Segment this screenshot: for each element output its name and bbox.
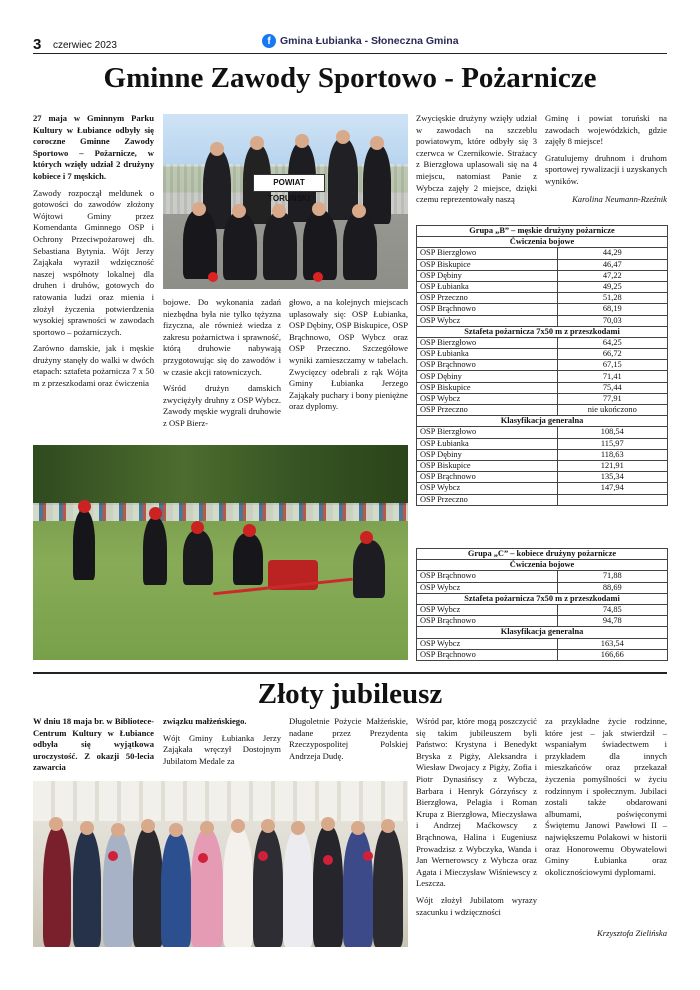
team-name: OSP Dębiny bbox=[417, 371, 558, 382]
article2-col4 bbox=[416, 716, 537, 923]
article1-col2a: bojowe. Do wykonania zadań niezbędna była nie tylko tężyzna fizyczna, ale również wiedza z zakresu pożarnictwa i sprawność, którą druhowie nabywają przygotowując się do zawodów i w czasie akcji ratowniczych. bbox=[163, 297, 281, 377]
team-result: nie ukończono bbox=[557, 405, 667, 416]
article2-col5-text: za przykładne życie rodzinne, które jest – jak stwierdził – wspaniałym świadectwem i przykładem dla innych mieszkańców oraz przekazał życzenia pomyślności w życiu rodzinnym i społecznym. Jubilaci zostali także obdarowani albumami, poświęconymi Świętemu Janowi Pawłowi II – największemu Polakowi w historii oraz Honorowemu Obywatelowi Gminy Łubianka oraz okolicznościowymi dyplomami. bbox=[545, 716, 667, 877]
table-b-title: Grupa „B” – męskie drużyny pożarnicze bbox=[417, 226, 668, 237]
table-row bbox=[417, 472, 668, 483]
team-result: 71,88 bbox=[557, 571, 667, 582]
table-row bbox=[417, 460, 668, 471]
table-c-title: Grupa „C” – kobiece drużyny pożarnicze bbox=[417, 549, 668, 560]
article2-col2 bbox=[163, 716, 281, 772]
article1-col4-text: Zwycięskie drużyny wzięły udział w zawodach na szczeblu powiatowym, które odbyły się 3 czerwca w Czernikowie. Strażacy z Bierzgłowa uplasowali się na 4 miejscu, natomiast Panie z Wybcza zajęły 2 miejsce, dzięki czemu reprezentowały naszą bbox=[416, 113, 537, 205]
table-c bbox=[416, 548, 668, 661]
team-result: 51,28 bbox=[557, 293, 667, 304]
table-row bbox=[417, 360, 668, 371]
team-result: 115,97 bbox=[557, 438, 667, 449]
team-result: 71,41 bbox=[557, 371, 667, 382]
team-name: OSP Przeczno bbox=[417, 494, 558, 505]
article2-author: Krzysztofa Zielińska bbox=[597, 928, 667, 938]
header-rule bbox=[33, 53, 667, 54]
team-result: 67,15 bbox=[557, 360, 667, 371]
team-name: OSP Biskupice bbox=[417, 259, 558, 270]
team-result: 74,85 bbox=[557, 604, 667, 615]
results-table-c bbox=[416, 548, 668, 661]
table-row bbox=[417, 337, 668, 348]
article1-col3-text: głowo, a na kolejnych miejscach uplasowały się: OSP Łubianka, OSP Dębiny, OSP Biskupice, OSP Brąchnowo, OSP Wybcz oraz OSP Przeczno. Szczegółowe wyniki zamieszczamy w tabelach. Zwycięzcy odebrali z rąk Wójta Gminy Łubianka Jerzego Zająkały puchary i bony pieniężne oraz dyplomy. bbox=[289, 297, 408, 412]
brand bbox=[262, 34, 459, 48]
tableC-section-header: Klasyfikacja generalna bbox=[417, 627, 668, 638]
article2-col5 bbox=[545, 716, 667, 883]
table-row bbox=[417, 248, 668, 259]
article1-col2b: Wśród drużyn damskich zwyciężyły druhny z OSP Wybcz. Zawody męskie wygrali druhowie z OSP Bierz- bbox=[163, 383, 281, 428]
team-name: OSP Wybcz bbox=[417, 393, 558, 404]
tableB-section-header: Sztafeta pożarnicza 7x50 m z przeszkodami bbox=[417, 326, 668, 337]
team-result: 68,19 bbox=[557, 304, 667, 315]
page-number: 3 bbox=[33, 36, 42, 53]
article1-col3 bbox=[289, 297, 408, 418]
tableB-section-header: Ćwiczenia bojowe bbox=[417, 237, 668, 248]
article2-col2-text: Wójt Gminy Łubianka Jerzy Zająkała wręczył Dostojnym Jubilatom Medale za bbox=[163, 732, 281, 766]
article2-col3-text: Długoletnie Pożycie Małżeńskie, nadane przez Prezydenta Rzeczypospolitej Polskiej Andrzeja Dudę. bbox=[289, 716, 408, 761]
team-name: OSP Wybcz bbox=[417, 315, 558, 326]
team-name: OSP Wybcz bbox=[417, 582, 558, 593]
article1-col5-text: Gminę i powiat toruński na zawodach wojewódzkich, gdzie zajęły 8 miejsce! bbox=[545, 113, 667, 147]
article1-p2: Zarówno damskie, jak i męskie drużyny stanęły do walki w dwóch etapach: sztafeta pożarnicza 7 x 50 m z przeszkodami oraz ćwiczenia bbox=[33, 343, 154, 389]
table-row bbox=[417, 571, 668, 582]
team-result: 66,72 bbox=[557, 349, 667, 360]
team-name: OSP Przeczno bbox=[417, 405, 558, 416]
tableC-section-header: Ćwiczenia bojowe bbox=[417, 560, 668, 571]
competition-photo bbox=[33, 445, 408, 660]
tableC-section-header: Sztafeta pożarnicza 7x50 m z przeszkodami bbox=[417, 593, 668, 604]
team-result bbox=[557, 494, 667, 505]
brand-label: Gmina Łubianka - Słoneczna Gmina bbox=[280, 35, 459, 47]
team-result: 147,94 bbox=[557, 483, 667, 494]
table-row bbox=[417, 281, 668, 292]
article2-col3 bbox=[289, 716, 408, 767]
team-name: OSP Łubianka bbox=[417, 438, 558, 449]
article2-col4-text: Wśród par, które mogą poszczycić się takim jubileuszem byli Państwo: Krystyna i Benedykt Bryska z Pigży, Aleksandra i Wiesław Dwojacy z Pigży, Zofia i Piotr Dynasińscy z Wybcza, Barbara i Henryk Górzyńscy z Bierzgłowa, Pelagia i Roman Krupa z Bierzgłowa, Mieczysława i Andrzej Maćkowscy z Brąchnowa, Halina i Eugeniusz Prowadzisz z Wybczyka, Wanda i Jan Wernerowscy z Wybcza oraz Agata i Mieczysław Wiśniewscy z Leszcza. bbox=[416, 716, 537, 889]
table-row bbox=[417, 494, 668, 505]
article1-col1 bbox=[33, 113, 154, 395]
article1-col5b-text: Gratulujemy druhnom i druhom sportowej rywalizacji i uzyskanych wyników. bbox=[545, 152, 667, 186]
table-row bbox=[417, 604, 668, 615]
tableB-section-header: Klasyfikacja generalna bbox=[417, 416, 668, 427]
table-row bbox=[417, 270, 668, 281]
table-row bbox=[417, 315, 668, 326]
article2-col2-lead: związku małżeńskiego. bbox=[163, 716, 247, 726]
team-result: 46,47 bbox=[557, 259, 667, 270]
team-name: OSP Dębiny bbox=[417, 270, 558, 281]
article1-p1: Zawody rozpoczął meldunek o gotowości do zawodów złożony Wójtowi Gminy przez Komendanta Gminnego OSP i Ochrony Przeciwpożarowej dh. Sebastiana Bytynia. Wójt Jerzy Zająkała wyraził wdzięczność naszej współnoty lokalnej dla druhen i druhów, gotowych do ratowania ludzi oraz mienia i złożył życzenia potwierdzenia wysokiej sprawności w zawodach sportowo – pożarniczych. bbox=[33, 187, 154, 337]
table-row bbox=[417, 582, 668, 593]
article2-title: Złoty jubileusz bbox=[257, 678, 443, 710]
table-row bbox=[417, 382, 668, 393]
team-name: OSP Wybcz bbox=[417, 604, 558, 615]
team-name: OSP Biskupice bbox=[417, 382, 558, 393]
table-row bbox=[417, 483, 668, 494]
table-row bbox=[417, 649, 668, 660]
facebook-icon: f bbox=[262, 34, 276, 48]
jubilee-photo bbox=[33, 781, 408, 947]
trees bbox=[33, 445, 408, 505]
team-name: OSP Brąchnowo bbox=[417, 649, 558, 660]
team-name: OSP Brąchnowo bbox=[417, 472, 558, 483]
table-row bbox=[417, 449, 668, 460]
team-name: OSP Brąchnowo bbox=[417, 571, 558, 582]
team-name: OSP Bierzgłowo bbox=[417, 337, 558, 348]
article1-col2 bbox=[163, 297, 281, 435]
team-name: OSP Biskupice bbox=[417, 460, 558, 471]
team-banner: POWIAT TORUŃSKI bbox=[253, 174, 325, 192]
team-result: 44,29 bbox=[557, 248, 667, 259]
team-result: 70,03 bbox=[557, 315, 667, 326]
team-result: 47,22 bbox=[557, 270, 667, 281]
team-result: 64,25 bbox=[557, 337, 667, 348]
table-row bbox=[417, 293, 668, 304]
team-name: OSP Brąchnowo bbox=[417, 360, 558, 371]
article1-col5 bbox=[545, 113, 667, 205]
team-name: OSP Dębiny bbox=[417, 449, 558, 460]
team-name: OSP Bierzgłowo bbox=[417, 427, 558, 438]
team-result: 75,44 bbox=[557, 382, 667, 393]
curtain bbox=[33, 781, 408, 821]
team-name: OSP Brąchnowo bbox=[417, 304, 558, 315]
article2-lead: W dniu 18 maja br. w Bibliotece-Centrum Kultury w Łubiance odbyła się wyjątkowa uroczystość. Z okazji 50-lecia zawarcia bbox=[33, 716, 154, 773]
team-result: 163,54 bbox=[557, 638, 667, 649]
table-row bbox=[417, 393, 668, 404]
article1-author: Karolina Neumann-Rzeźnik bbox=[572, 193, 667, 204]
team-name: OSP Wybcz bbox=[417, 638, 558, 649]
team-name: OSP Łubianka bbox=[417, 349, 558, 360]
table-b bbox=[416, 225, 668, 506]
team-name: OSP Łubianka bbox=[417, 281, 558, 292]
team-result: 49,25 bbox=[557, 281, 667, 292]
team-photo bbox=[163, 114, 408, 289]
team-name: OSP Wybcz bbox=[417, 483, 558, 494]
team-name: OSP Bierzgłowo bbox=[417, 248, 558, 259]
table-row bbox=[417, 304, 668, 315]
article1-title: Gminne Zawody Sportowo - Pożarnicze bbox=[103, 62, 597, 94]
team-result: 108,54 bbox=[557, 427, 667, 438]
team-result: 94,78 bbox=[557, 616, 667, 627]
team-name: OSP Przeczno bbox=[417, 293, 558, 304]
table-row bbox=[417, 349, 668, 360]
table-row bbox=[417, 371, 668, 382]
team-result: 88,69 bbox=[557, 582, 667, 593]
table-row bbox=[417, 616, 668, 627]
article1-col4 bbox=[416, 113, 537, 211]
team-result: 77,91 bbox=[557, 393, 667, 404]
team-result: 166,66 bbox=[557, 649, 667, 660]
team-result: 118,63 bbox=[557, 449, 667, 460]
table-row bbox=[417, 438, 668, 449]
table-row bbox=[417, 638, 668, 649]
issue-date: czerwiec 2023 bbox=[53, 40, 117, 51]
team-result: 121,91 bbox=[557, 460, 667, 471]
team-result: 135,34 bbox=[557, 472, 667, 483]
table-row bbox=[417, 427, 668, 438]
team-name: OSP Brąchnowo bbox=[417, 616, 558, 627]
article-divider bbox=[33, 672, 667, 674]
results-table-b bbox=[416, 225, 668, 506]
table-row bbox=[417, 259, 668, 270]
article1-lead: 27 maja w Gminnym Parku Kultury w Łubiance odbyły się coroczne Gminne Zawody Sportowo – Pożarnicze, w których wzięły udział 2 drużyny kobiece i 7 męskich. bbox=[33, 113, 154, 181]
table-row bbox=[417, 405, 668, 416]
article2-col4b-text: Wójt złożył Jubilatom wyrazy szacunku i wdzięczności bbox=[416, 894, 537, 917]
article2-col1 bbox=[33, 716, 154, 779]
